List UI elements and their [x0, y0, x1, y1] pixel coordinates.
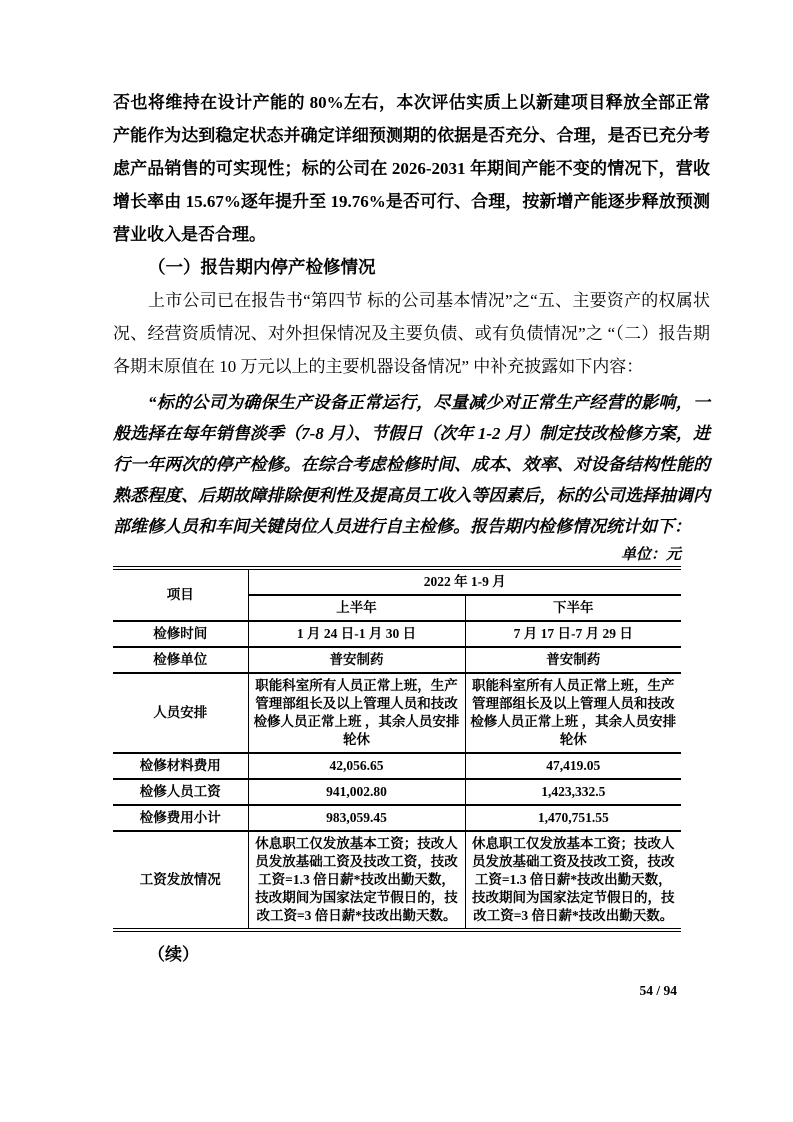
continued-label: （续） [148, 945, 199, 964]
table-header-row-period [113, 568, 681, 595]
table-row [113, 621, 681, 647]
cell-first-half: 941,002.80 [248, 779, 465, 805]
row-label: 工资发放情况 [113, 831, 248, 930]
page-number: 54 / 94 [639, 983, 677, 998]
row-label: 检修材料费用 [113, 753, 248, 779]
table-row [113, 673, 681, 753]
table-row [113, 779, 681, 805]
cell-first-half: 休息职工仅发放基本工资；技改人员发放基础工资及技改工资，技改工资=1.3 倍日薪*技改出勤天数，技改期间为国家法定节假日的，技改工资=3 倍日薪*技改出勤天数。 [248, 831, 465, 930]
maintenance-table [113, 566, 681, 932]
cell-first-half: 普安制药 [248, 647, 465, 673]
cell-second-half: 1,423,332.5 [465, 779, 681, 805]
header-cell-period: 2022 年 1-9 月 [248, 568, 681, 595]
row-label: 检修时间 [113, 621, 248, 647]
cell-second-half: 普安制药 [465, 647, 681, 673]
header-cell-item: 项目 [113, 568, 248, 621]
table-row [113, 805, 681, 831]
paragraph-disclosure-intro: 上市公司已在报告书“第四节 标的公司基本情况”之“五、主要资产的权属状况、经营资质情况、对外担保情况及主要负债、或有负债情况”之 “（二）报告期各期末原值在 10 万元以上的主要机器设备情况” 中补充披露如下内容： [113, 291, 710, 376]
section-heading: （一）报告期内停产检修情况 [148, 257, 376, 277]
cell-second-half: 7 月 17 日-7 月 29 日 [465, 621, 681, 647]
row-label: 检修费用小计 [113, 805, 248, 831]
unit-label: 单位：元 [620, 547, 681, 563]
paragraph-quoted-disclosure: “标的公司为确保生产设备正常运行，尽量减少对正常生产经营的影响，一般选择在每年销售淡季（7-8 月）、节假日（次年 1-2 月）制定技改检修方案，进行一年两次的停产检修。在综合考虑检修时间、成本、效率、对设备结构性能的熟悉程度、后期故障排除便利性及提高员工收入等因素后，标的公司选择抽调内部维修人员和车间关键岗位人员进行自主检修。报告期内检修情况统计如下： [113, 393, 710, 536]
cell-second-half: 47,419.05 [465, 753, 681, 779]
cell-second-half: 1,470,751.55 [465, 805, 681, 831]
cell-first-half: 42,056.65 [248, 753, 465, 779]
row-label: 人员安排 [113, 673, 248, 753]
cell-second-half: 休息职工仅发放基本工资；技改人员发放基础工资及技改工资，技改工资=1.3 倍日薪*技改出勤天数，技改期间为国家法定节假日的，技改工资=3 倍日薪*技改出勤天数。 [465, 831, 681, 930]
cell-first-half: 职能科室所有人员正常上班，生产管理部组长及以上管理人员和技改检修人员正常上班 ，其余人员安排轮休 [248, 673, 465, 753]
table-row [113, 831, 681, 930]
header-cell-first-half: 上半年 [248, 595, 465, 621]
row-label: 检修人员工资 [113, 779, 248, 805]
table-row [113, 753, 681, 779]
row-label: 检修单位 [113, 647, 248, 673]
header-cell-second-half: 下半年 [553, 600, 594, 615]
cell-second-half: 职能科室所有人员正常上班，生产管理部组长及以上管理人员和技改检修人员正常上班 ，其余人员安排轮休 [465, 673, 681, 753]
content-area [113, 0, 710, 968]
paragraph-inquiry: 否也将维持在设计产能的 80%左右，本次评估实质上以新建项目释放全部正常产能作为达到稳定状态并确定详细预测期的依据是否充分、合理，是否已充分考虑产品销售的可实现性；标的公司在 2026-2031 年期间产能不变的情况下，营收增长率由 15.67%逐年提升至 19.76%是否可行、合理，按新增产能逐步释放预测营业收入是否合理。 [113, 93, 710, 244]
cell-first-half: 983,059.45 [248, 805, 465, 831]
table-row [113, 647, 681, 673]
cell-first-half: 1 月 24 日-1 月 30 日 [248, 621, 465, 647]
